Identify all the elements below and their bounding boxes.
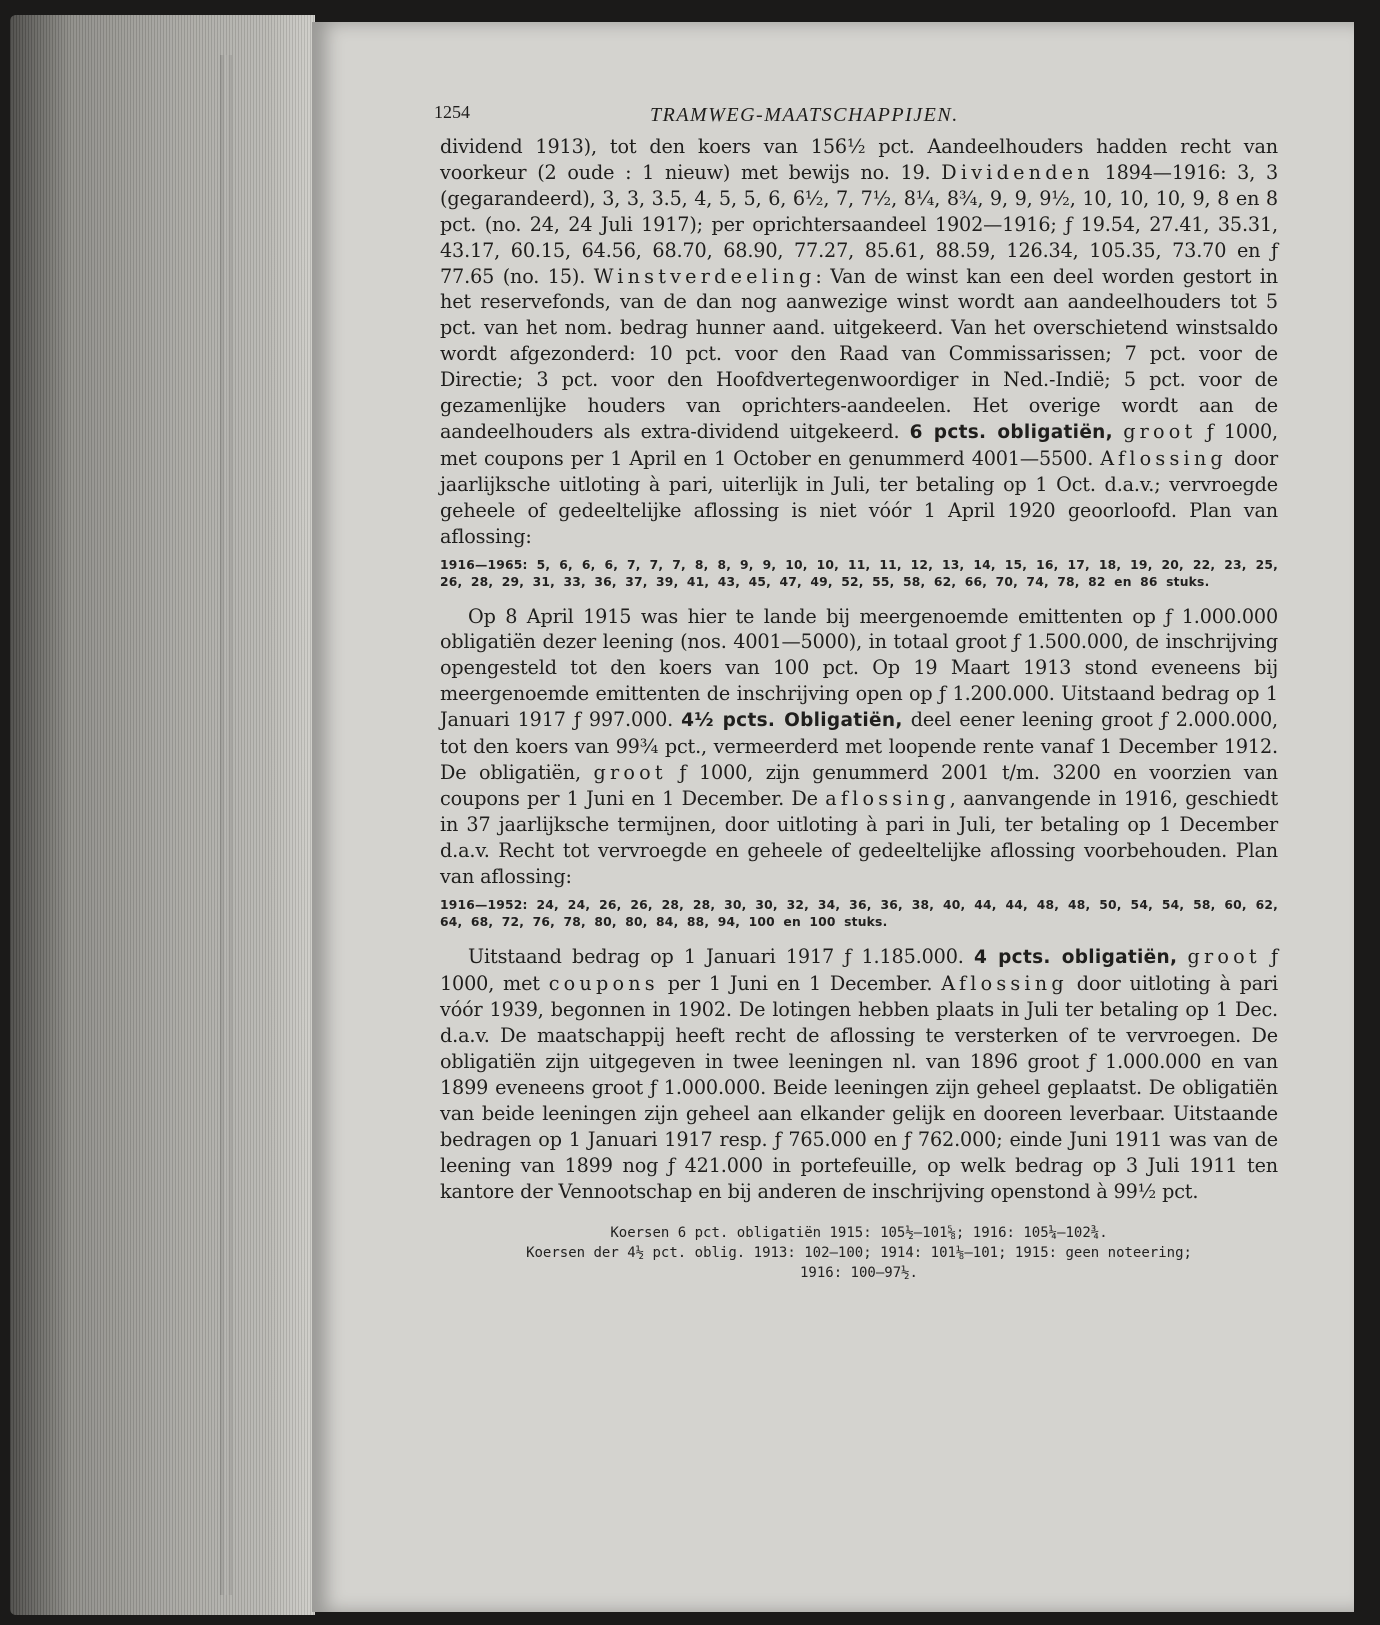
text-run: deel eener leening groot ƒ 2.000.000, tot den koers van 99¾ pct., vermeerderd met loopende rente vanaf 1 December 1912. De obligatiën, — [440, 708, 1278, 784]
text-run: ƒ 1000, met coupons per 1 April en 1 October en genummerd 4001—5500. — [440, 419, 1279, 470]
text-run: door uitloting à pari vóór 1939, begonnen in 1902. De lotingen hebben plaats in Juli ter betaling op 1 Dec. d.a.v. De maatschappij heeft recht de aflossing te versterken of te vervroegen. De obligatiën zijn uitgegeven in twee leeningen nl. van 1896 groot ƒ 1.000.000 en van 1899 eveneens groot ƒ 1.000.000. Beide leeningen zijn geheel geplaatst. De obligatiën van beide leeningen zijn geheel aan elkander gelijk en dooreen leverbaar. Uitstaande bedragen op 1 Januari 1917 resp. ƒ 765.000 en ƒ 762.000; einde Juni 1911 was van de leening van 1899 nog ƒ 421.000 in portefeuille, op welk bedrag op 3 Juli 1911 ten kantore der Vennootschap en bij anderen de inschrijving openstond à 99½ pct. — [440, 972, 1279, 1203]
quotation-line: Koersen der 4½ pct. oblig. 1913: 102—100; 1914: 101⅛—101; 1915: geen noteering; — [526, 1244, 1192, 1261]
price-quotations — [440, 1223, 1278, 1283]
quotation-line: 1916: 100—97½. — [799, 1264, 918, 1281]
running-title: TRAMWEG-MAATSCHAPPIJEN. — [650, 104, 959, 126]
text-run: : Van de winst kan een deel worden gestort in het reservefonds, van de dan nog aanwezige winst wordt aan aandeelhouders tot 5 pct. van het nom. bedrag hunner aand. uitgekeerd. Van het overschietend winstsaldo wordt afgezonderd: 10 pct. voor den Raad van Commissarissen; 7 pct. voor de Directie; 3 pct. voor den Hoofdvertegenwoordiger in Ned.-Indië; 5 pct. voor de gezamenlijke houders van oprichters-aandeelen. Het overige wordt aan de aandeelhouders als extra-dividend uitgekeerd. — [440, 264, 1278, 443]
spaced-term-coupons: coupons — [548, 972, 659, 996]
quotation-line: Koersen 6 pct. obligatiën 1915: 105½—101⅝; 1916: 105¼—102¾. — [610, 1224, 1108, 1241]
text-run: Op 8 April 1915 was hier te lande bij meergenoemde emittenten op ƒ 1.000.000 obligatiën dezer leening (nos. 4001—5000), in totaal groot ƒ 1.500.000, de inschrijving opengesteld tot den koers van 100 pct. Op 19 Maart 1913 stond eveneens bij meergenoemde emittenten de inschrijving open op ƒ 1.200.000. Uitstaand bedrag op 1 Januari 1917 ƒ 997.000. — [440, 604, 1278, 732]
bold-heading-4-5-pct-obligations: 4½ pcts. Obligatiën, — [681, 710, 903, 732]
text-run — [1113, 420, 1123, 443]
spaced-term-groot: groot — [1187, 945, 1261, 969]
paragraph-4-5-pct-obligations — [440, 604, 1278, 890]
text-run: , aanvangende in 1916, geschiedt in 37 jaarlijksche termijnen, door uitloting à pari in Juli, ter betaling op 1 December d.a.v. Recht tot vervroegde en geheele of gedeeltelijke aflossing voorbehouden. Plan van aflossing: — [440, 786, 1279, 888]
paragraph-4-pct-obligations — [440, 944, 1278, 1204]
spaced-term-aflossing: Aflossing — [941, 972, 1068, 996]
redemption-schedule-4-5-pct: 1916—1952: 24, 24, 26, 26, 28, 28, 30, 30, 32, 34, 36, 36, 38, 40, 44, 44, 48, 48, 50, 54, 54, 58, 60, 62, 64, 68, 72, 76, 78, 80, 80, 84, 88, 94, 100 en 100 stuks. — [440, 898, 1278, 930]
text-run: Uitstaand bedrag op 1 Januari 1917 ƒ 1.185.000. — [468, 945, 974, 969]
book-page — [312, 22, 1354, 1612]
text-run: door jaarlijksche uitloting à pari, uiterlijk in Juli, ter betaling op 1 Oct. d.a.v.; vervroegde geheele of gedeeltelijke aflossing is niet vóór 1 April 1920 geoorloofd. Plan van aflossing: — [440, 446, 1278, 548]
spaced-term-groot: groot — [1123, 419, 1197, 443]
spaced-term-aflossing: Aflossing — [1100, 446, 1227, 470]
text-run: ƒ 1000, zijn genummerd 2001 t/m. 3200 en voorzien van coupons per 1 Juni en 1 December. De — [440, 760, 1278, 810]
text-run — [1177, 945, 1187, 968]
page-number: 1254 — [434, 102, 470, 122]
book-page-edges — [10, 15, 315, 1615]
spaced-term-aflossing: aflossing — [825, 786, 950, 810]
spaced-term-groot: groot — [593, 760, 667, 784]
paragraph-dividends-profit — [440, 134, 1278, 550]
text-run: 1894—1916: 3, 3 (gegarandeerd), 3, 3, 3.5, 4, 5, 5, 6, 6½, 7, 7½, 8¼, 8¾, 9, 9, 9½, 10, 10, 10, 9, 8 en 8 pct. (no. 24, 24 Juli 1917); per oprichtersaandeel 1902—1916; ƒ 19.54, 27.41, 35.31, 43.17, 60.15, 64.56, 68.70, 68.90, 77.27, 85.61, 88.59, 126.34, 105.35, 73.70 en ƒ 77.65 (no. 15). — [440, 160, 1278, 288]
bold-heading-4-pct-obligations: 4 pcts. obligatiën, — [973, 947, 1178, 969]
redemption-schedule-6-pct: 1916—1965: 5, 6, 6, 6, 7, 7, 7, 8, 8, 9, 9, 10, 10, 11, 11, 12, 13, 14, 15, 16, 17, 18, 19, 20, 22, 23, 25, 26, 28, 29, 31, 33, 36, 37, 39, 41, 43, 45, 47, 49, 52, 55, 58, 62, 66, 70, 74, 78, 82 en 86 stuks. — [440, 557, 1278, 589]
text-run: per 1 Juni en 1 December. — [658, 972, 942, 996]
text-run: dividend 1913), tot den koers van 156½ pct. Aandeelhouders hadden recht van voorkeur (2 oude : 1 nieuw) met bewijs no. 19. — [440, 135, 1278, 184]
text-run: ƒ 1000, met — [440, 945, 1278, 996]
bold-heading-6-pct-obligations: 6 pcts. obligatiën, — [909, 421, 1113, 443]
page-content — [434, 100, 1279, 1283]
spaced-term-winstverdeeling: Winstverdeeling — [593, 264, 816, 288]
spaced-term-dividenden: Dividenden — [941, 160, 1094, 184]
running-head — [434, 100, 1278, 134]
